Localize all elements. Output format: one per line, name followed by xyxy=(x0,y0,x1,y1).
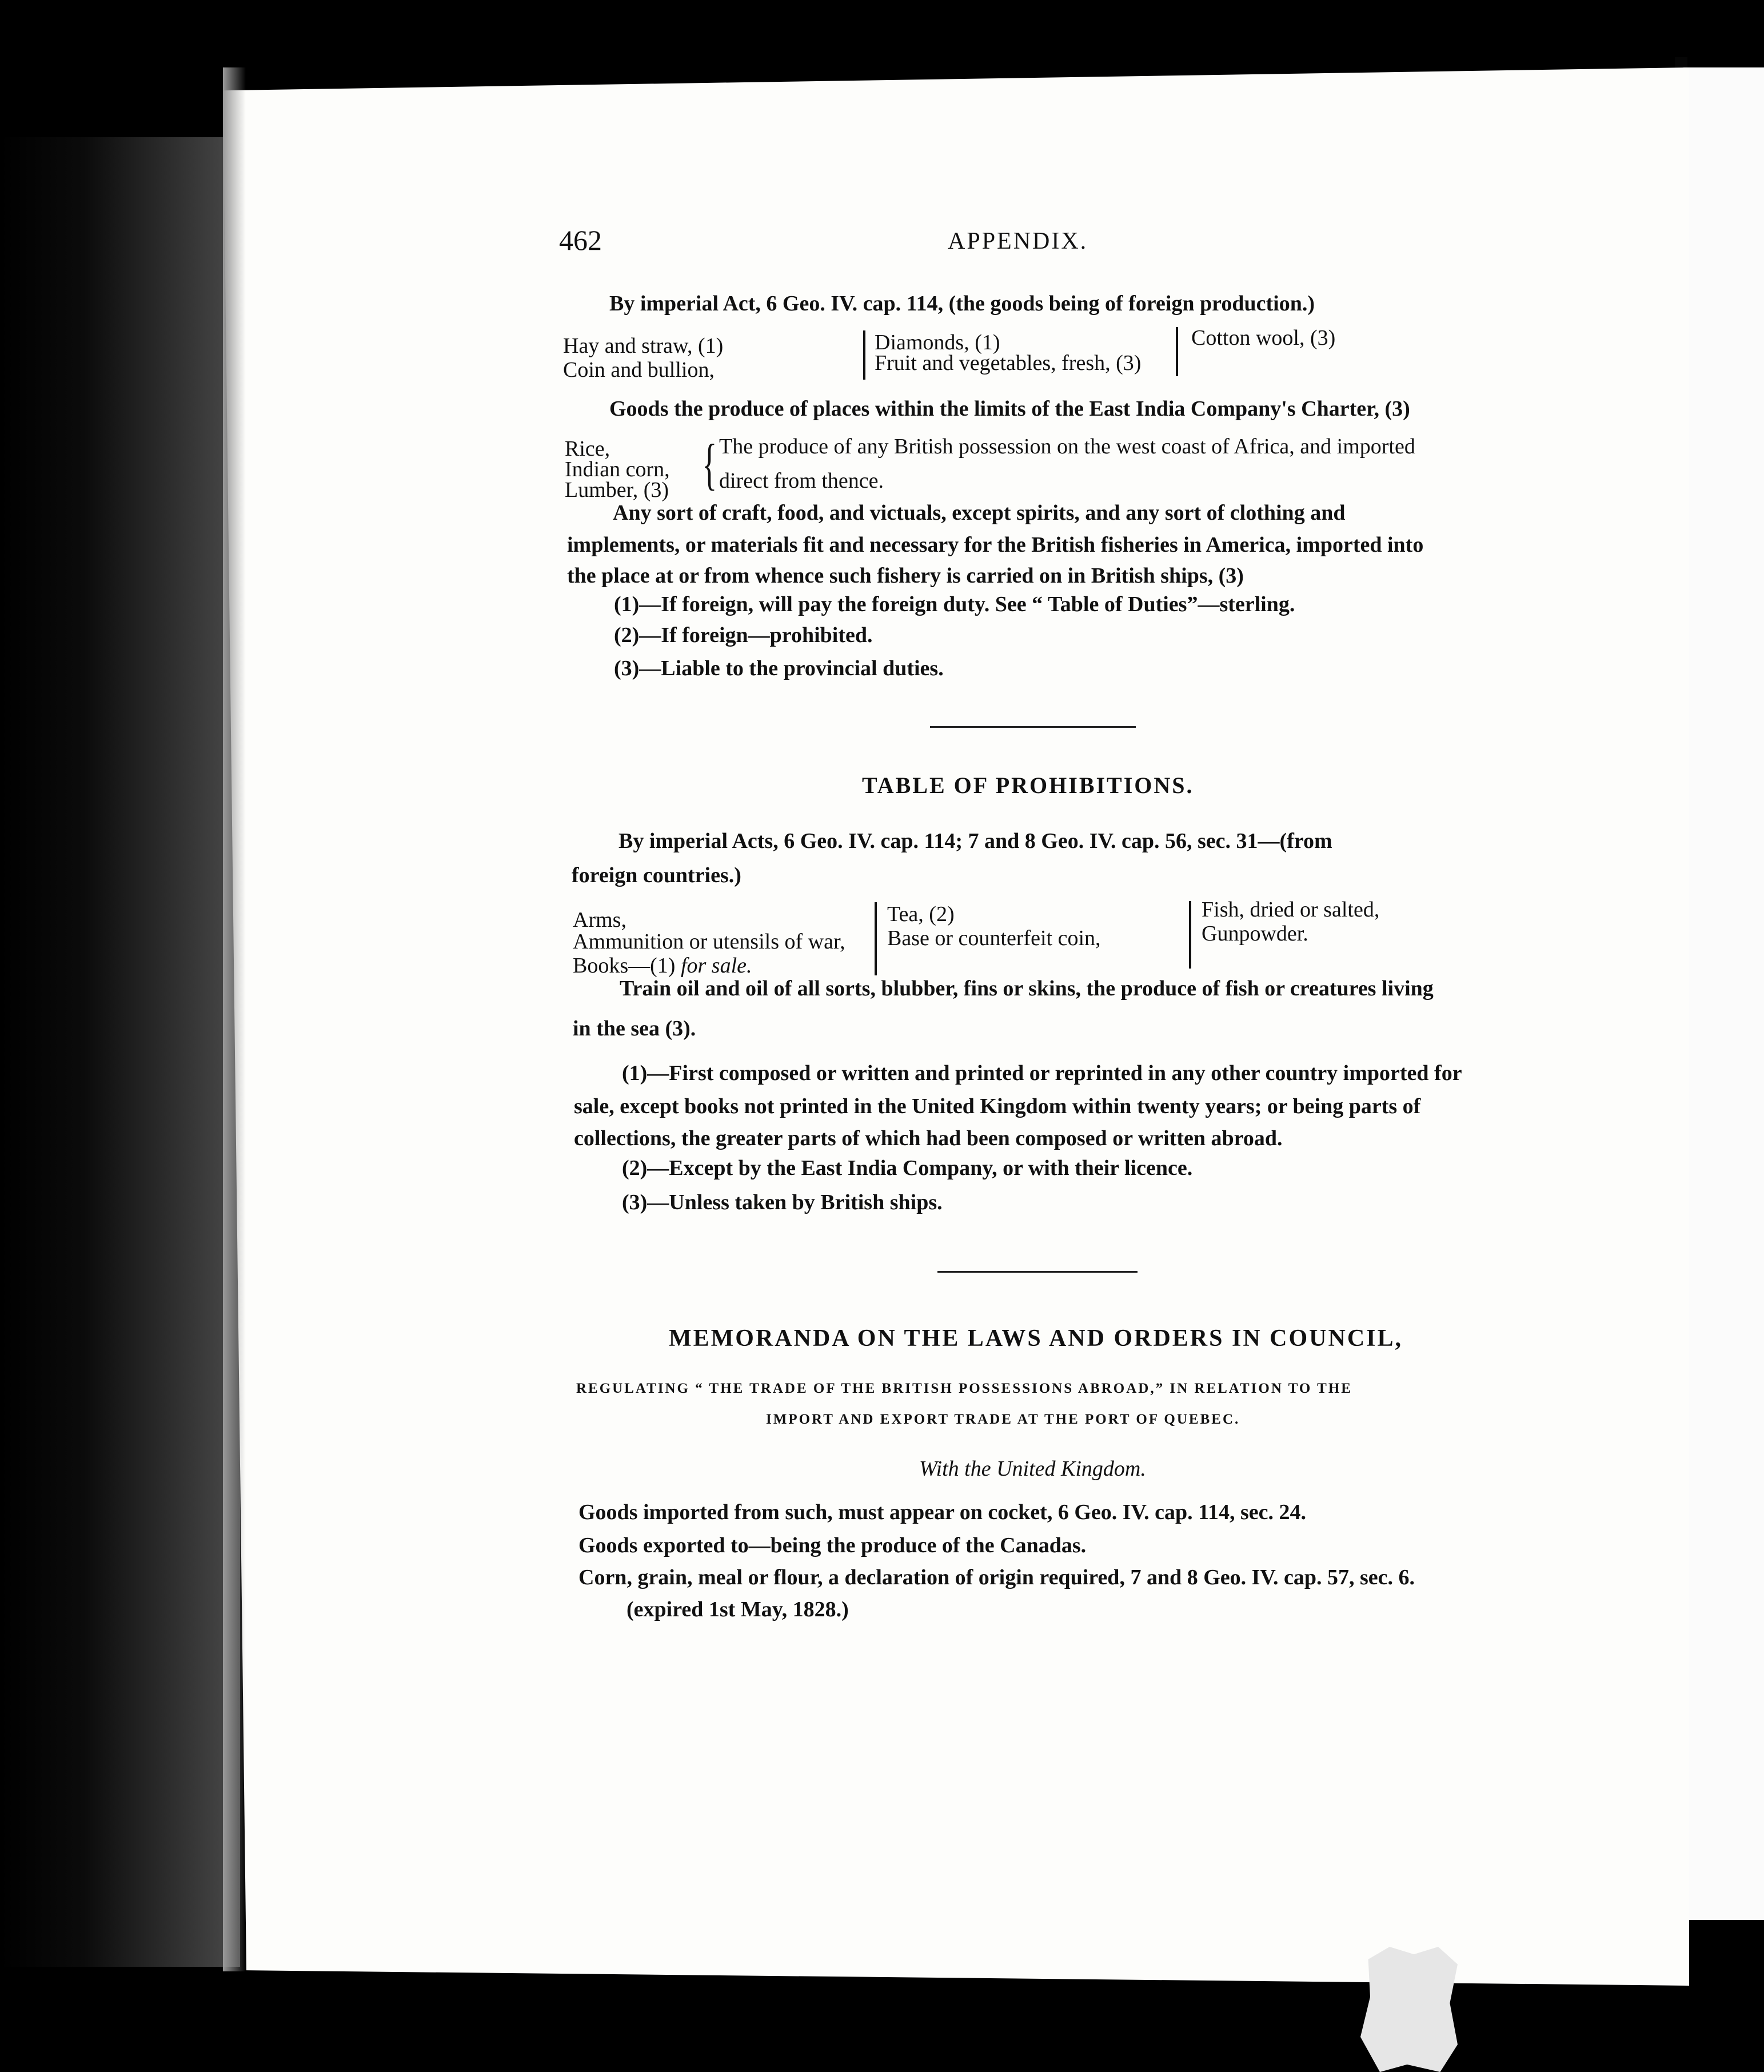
foreign-goods-col3-item: Cotton wool, (3) xyxy=(1191,326,1336,350)
running-head: APPENDIX. xyxy=(948,228,1088,254)
memoranda-heading: MEMORANDA ON THE LAWS AND ORDERS IN COUNCIL, xyxy=(669,1325,1403,1352)
prohibitions-col3-item: Gunpowder. xyxy=(1202,922,1308,946)
prohibitions-col3-item: Fish, dried or salted, xyxy=(1202,898,1380,922)
train-oil-line: Train oil and oil of all sorts, blubber, fins or skins, the produce of fish or creatures living xyxy=(620,977,1434,1001)
column-divider xyxy=(1189,901,1191,969)
memoranda-line: (expired 1st May, 1828.) xyxy=(626,1597,849,1621)
memoranda-subheading-line: REGULATING “ THE TRADE OF THE BRITISH POSSESSIONS ABROAD,” IN RELATION TO THE xyxy=(576,1381,1352,1396)
for-sale-label: for sale. xyxy=(680,954,752,978)
prohibitions-note-line: sale, except books not printed in the United Kingdom within twenty years; or being parts of xyxy=(574,1094,1421,1118)
foreign-goods-col1-item: Coin and bullion, xyxy=(563,358,715,382)
prohibitions-col1-item: Arms, xyxy=(573,908,626,932)
foreign-goods-intro: By imperial Act, 6 Geo. IV. cap. 114, (the goods being of foreign production.) xyxy=(609,292,1315,316)
facing-page-edge xyxy=(1683,67,1764,1920)
prohibitions-note-line: (3)—Unless taken by British ships. xyxy=(622,1190,943,1214)
books-label: Books—(1) xyxy=(573,954,676,978)
prohibitions-note-line: collections, the greater parts of which had been composed or written abroad. xyxy=(574,1126,1283,1150)
memoranda-line: Goods exported to—being the produce of the Canadas. xyxy=(578,1533,1087,1557)
prohibitions-intro-line: By imperial Acts, 6 Geo. IV. cap. 114; 7 and 8 Geo. IV. cap. 56, sec. 31—(from xyxy=(618,829,1332,853)
foreign-goods-note: (1)—If foreign, will pay the foreign duty. See “ Table of Duties”—sterling. xyxy=(614,592,1295,616)
prohibitions-col2-item: Tea, (2) xyxy=(887,902,955,926)
memoranda-subhead: With the United Kingdom. xyxy=(919,1457,1146,1481)
craft-paragraph-line: the place at or from whence such fishery is carried on in British ships, (3) xyxy=(567,564,1244,588)
prohibitions-intro-line: foreign countries.) xyxy=(572,863,741,887)
prohibitions-note-line: (1)—First composed or written and printed or reprinted in any other country imported for xyxy=(622,1061,1462,1085)
memoranda-subheading-line: IMPORT AND EXPORT TRADE AT THE PORT OF QUEBEC. xyxy=(766,1412,1240,1427)
brace-symbol: { xyxy=(702,432,717,496)
foreign-goods-note: (3)—Liable to the provincial duties. xyxy=(614,656,944,680)
africa-text-line: direct from thence. xyxy=(719,469,884,493)
page-edge-shadow xyxy=(223,67,246,1971)
africa-text-line: The produce of any British possession on the west coast of Africa, and imported xyxy=(719,435,1415,459)
africa-item: Lumber, (3) xyxy=(565,478,669,502)
section-divider xyxy=(937,1271,1138,1273)
prohibitions-note-line: (2)—Except by the East India Company, or with their licence. xyxy=(622,1156,1193,1180)
africa-item: Indian corn, xyxy=(565,457,670,481)
column-divider xyxy=(875,902,877,975)
prohibitions-col2-item: Base or counterfeit coin, xyxy=(887,926,1101,950)
column-divider xyxy=(863,330,865,380)
train-oil-line: in the sea (3). xyxy=(573,1017,696,1041)
page-number: 462 xyxy=(559,224,602,256)
africa-item: Rice, xyxy=(565,437,610,461)
column-divider xyxy=(1176,327,1178,376)
section-divider xyxy=(930,726,1136,728)
prohibitions-heading: TABLE OF PROHIBITIONS. xyxy=(862,772,1194,798)
memoranda-line: Corn, grain, meal or flour, a declaration of origin required, 7 and 8 Geo. IV. cap. 57, sec. 6. xyxy=(578,1565,1415,1589)
memoranda-line: Goods imported from such, must appear on cocket, 6 Geo. IV. cap. 114, sec. 24. xyxy=(578,1500,1306,1524)
foreign-goods-col2-item: Diamonds, (1) xyxy=(875,330,1000,354)
torn-paper-fragment xyxy=(1360,1947,1458,2072)
prohibitions-col1-item: Ammunition or utensils of war, xyxy=(573,930,845,954)
foreign-goods-col2-item: Fruit and vegetables, fresh, (3) xyxy=(875,351,1142,375)
foreign-goods-note: (2)—If foreign—prohibited. xyxy=(614,623,873,647)
book-spine-shadow xyxy=(0,137,240,1967)
foreign-goods-col1-item: Hay and straw, (1) xyxy=(563,334,724,358)
craft-paragraph-line: implements, or materials fit and necessary for the British fisheries in America, imported into xyxy=(567,533,1424,557)
craft-paragraph-line: Any sort of craft, food, and victuals, except spirits, and any sort of clothing and xyxy=(613,501,1346,525)
east-india-paragraph: Goods the produce of places within the limits of the East India Company's Charter, (3) xyxy=(609,397,1410,421)
